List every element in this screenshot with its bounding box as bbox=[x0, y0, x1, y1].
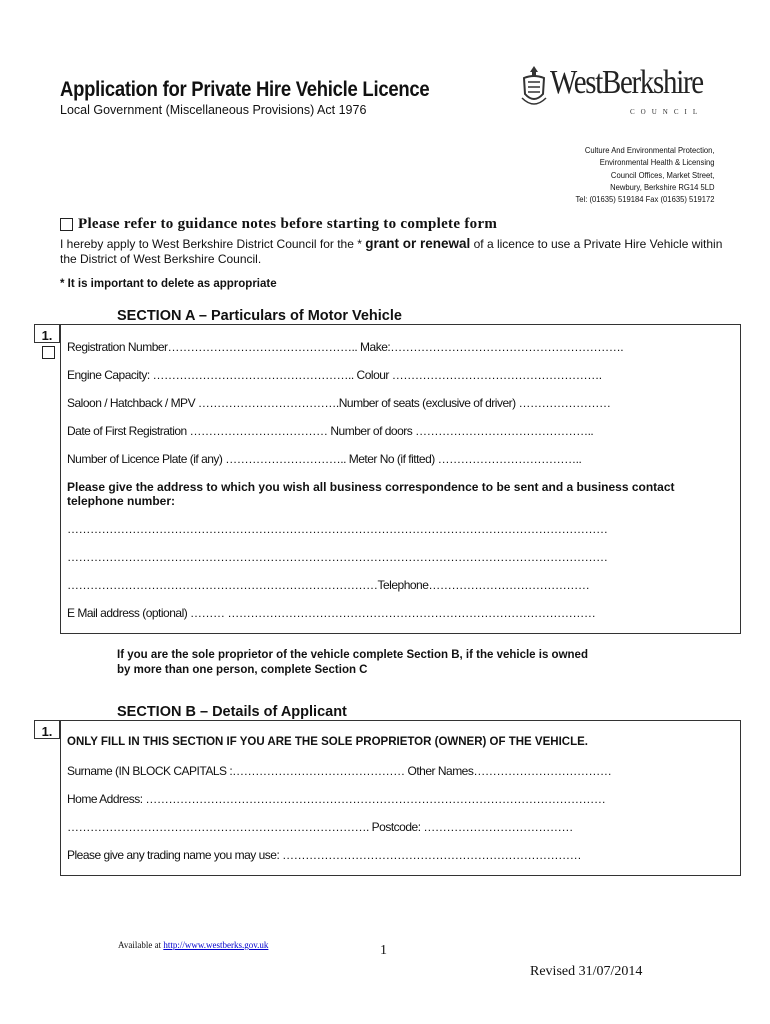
address-line-1-field[interactable]: …………………………………………………………………………………………………………………………… bbox=[67, 522, 608, 536]
email-field[interactable]: E Mail address (optional) ……… …………………………………………………………………………………… bbox=[67, 606, 596, 620]
registration-make-field[interactable]: Registration Number………………………………………….. Make:……………………………………………………. bbox=[67, 340, 624, 354]
guidance-text: Please refer to guidance notes before starting to complete form bbox=[78, 216, 498, 232]
logo-wordmark: WestBerkshire bbox=[550, 64, 703, 101]
intro-text-end: of a licence to use a Private Hire Vehicle within the District of West Berkshire Council. bbox=[60, 237, 723, 266]
section-choice-note bbox=[117, 648, 588, 677]
footer-availability bbox=[118, 940, 268, 950]
home-address-field[interactable]: Home Address: ………………………………………………………………………………………………………… bbox=[67, 792, 606, 806]
section-b-heading: SECTION B – Details of Applicant bbox=[117, 704, 347, 720]
postcode-field[interactable]: ……………………………………………………………………. Postcode: ………………………………… bbox=[67, 820, 573, 834]
section-choice-line: If you are the sole proprietor of the vehicle complete Section B, if the vehicle is owned bbox=[117, 649, 588, 661]
registration-date-doors-field[interactable]: Date of First Registration ……………………………… Number of doors ……………………………………….. bbox=[67, 424, 594, 438]
section-a-checkbox[interactable] bbox=[42, 346, 55, 359]
body-seats-field[interactable]: Saloon / Hatchback / MPV ……………………………….Number of seats (exclusive of driver) …………………… bbox=[67, 396, 611, 410]
section-a-heading: SECTION A – Particulars of Motor Vehicle bbox=[117, 308, 402, 324]
revision-date: Revised 31/07/2014 bbox=[530, 964, 643, 979]
guidance-line bbox=[60, 216, 497, 233]
section-b-number: 1. bbox=[34, 720, 60, 739]
act-subtitle: Local Government (Miscellaneous Provisions) Act 1976 bbox=[60, 103, 367, 117]
sole-proprietor-instruction: ONLY FILL IN THIS SECTION IF YOU ARE THE SOLE PROPRIETOR (OWNER) OF THE VEHICLE. bbox=[67, 736, 588, 748]
intro-text: I hereby apply to West Berkshire District Council for the * bbox=[60, 237, 366, 251]
address-line-2-field[interactable]: …………………………………………………………………………………………………………………………… bbox=[67, 550, 608, 564]
plate-meter-field[interactable]: Number of Licence Plate (if any) ………………………….. Meter No (if fitted) ……………………………….. bbox=[67, 452, 582, 466]
council-logo bbox=[520, 64, 720, 122]
website-link[interactable]: http://www.westberks.gov.uk bbox=[163, 940, 269, 950]
form-title: Application for Private Hire Vehicle Licence bbox=[60, 78, 430, 101]
address-line: Culture And Environmental Protection, bbox=[585, 145, 715, 155]
section-choice-line: by more than one person, complete Section C bbox=[117, 663, 368, 676]
address-instruction: Please give the address to which you wish all business correspondence to be sent and a business contact bbox=[67, 480, 675, 494]
footer-available-label: Available at bbox=[118, 940, 164, 950]
logo-subtext: COUNCIL bbox=[630, 108, 704, 116]
address-line: Tel: (01635) 519184 Fax (01635) 519172 bbox=[575, 194, 715, 205]
address-telephone-field[interactable]: ………………………………………………………………………Telephone…………………………………… bbox=[67, 578, 590, 592]
surname-othernames-field[interactable]: Surname (IN BLOCK CAPITALS :……………………………………… Other Names……………………………… bbox=[67, 764, 612, 778]
intro-emphasis: grant or renewal bbox=[365, 236, 471, 251]
guidance-checkbox[interactable] bbox=[60, 218, 73, 231]
crest-icon bbox=[520, 64, 548, 110]
address-instruction-cont: telephone number: bbox=[67, 494, 176, 508]
page-number: 1 bbox=[380, 943, 387, 958]
address-line: Environmental Health & Licensing bbox=[600, 157, 715, 168]
council-address bbox=[560, 144, 715, 205]
address-line: Council Offices, Market Street, bbox=[611, 169, 715, 180]
delete-note: * It is important to delete as appropriate bbox=[60, 278, 277, 290]
engine-colour-field[interactable]: Engine Capacity: …………………………………………….. Colour ………………………………………………. bbox=[67, 368, 602, 382]
intro-paragraph bbox=[60, 236, 730, 267]
section-a-number: 1. bbox=[34, 324, 60, 343]
trading-name-field[interactable]: Please give any trading name you may use: …………………………………………………………………… bbox=[67, 848, 582, 862]
address-line: Newbury, Berkshire RG14 5LD bbox=[610, 181, 715, 192]
